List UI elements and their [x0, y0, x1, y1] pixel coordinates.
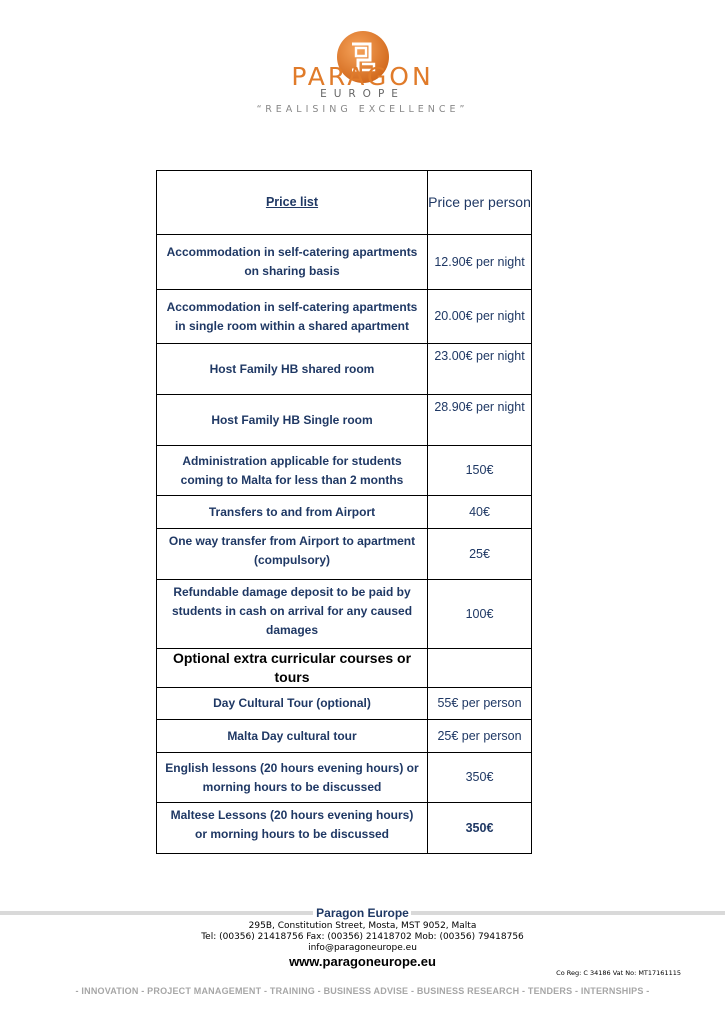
item-cell: Transfers to and from Airport	[157, 496, 428, 529]
header-price-per-person: Price per person	[428, 171, 532, 235]
price-cell: 100€	[428, 580, 532, 649]
item-cell: One way transfer from Airport to apartment (compulsory)	[157, 529, 428, 580]
empty-cell	[428, 649, 532, 688]
item-cell: English lessons (20 hours evening hours) or morning hours to be discussed	[157, 753, 428, 803]
table-row	[157, 803, 532, 854]
item-cell: Malta Day cultural tour	[157, 720, 428, 753]
table-row	[157, 395, 532, 446]
footer-address: 295B, Constitution Street, Mosta, MST 9052, Malta	[248, 921, 477, 931]
footer-registration: Co Reg: C 34186 Vat No: MT17161115	[556, 969, 681, 977]
table-row	[157, 580, 532, 649]
price-cell: 350€	[428, 803, 532, 854]
table-row	[157, 235, 532, 290]
table-row	[157, 720, 532, 753]
item-cell: Administration applicable for students coming to Malta for less than 2 months	[157, 446, 428, 496]
table-row	[157, 290, 532, 344]
price-cell: 55€ per person	[428, 688, 532, 720]
brand-name: PARAGON	[291, 62, 434, 91]
footer-company-name: Paragon Europe	[316, 906, 409, 920]
table-row	[157, 688, 532, 720]
price-cell: 23.00€ per night	[428, 344, 532, 395]
table-row	[157, 446, 532, 496]
item-cell: Day Cultural Tour (optional)	[157, 688, 428, 720]
header-price-list: Price list	[157, 171, 428, 235]
footer-services: - INNOVATION - PROJECT MANAGEMENT - TRAINING - BUSINESS ADVISE - BUSINESS RESEARCH - TENDERS - INTERNSHIPS -	[75, 986, 650, 996]
price-cell: 28.90€ per night	[428, 395, 532, 446]
item-cell: Maltese Lessons (20 hours evening hours) or morning hours to be discussed	[157, 803, 428, 854]
table-header-row	[157, 171, 532, 235]
table-row	[157, 753, 532, 803]
footer-email[interactable]: info@paragoneurope.eu	[308, 943, 417, 953]
footer-phones: Tel: (00356) 21418756 Fax: (00356) 21418702 Mob: (00356) 79418756	[201, 932, 524, 942]
section-row	[157, 649, 532, 688]
price-cell: 25€	[428, 529, 532, 580]
price-cell: 40€	[428, 496, 532, 529]
footer-title-row	[0, 906, 725, 922]
price-cell: 25€ per person	[428, 720, 532, 753]
brand-subtitle: EUROPE	[320, 88, 405, 100]
brand-tagline: “REALISING EXCELLENCE”	[256, 104, 469, 115]
item-cell: Accommodation in self-catering apartments on sharing basis	[157, 235, 428, 290]
item-cell: Host Family HB Single room	[157, 395, 428, 446]
footer-website[interactable]: www.paragoneurope.eu	[289, 954, 436, 969]
item-cell: Host Family HB shared room	[157, 344, 428, 395]
price-cell: 20.00€ per night	[428, 290, 532, 344]
item-cell: Refundable damage deposit to be paid by students in cash on arrival for any caused damages	[157, 580, 428, 649]
table-row	[157, 344, 532, 395]
price-table	[156, 170, 532, 854]
price-cell: 150€	[428, 446, 532, 496]
price-cell: 350€	[428, 753, 532, 803]
section-title: Optional extra curricular courses or tours	[157, 649, 428, 688]
item-cell: Accommodation in self-catering apartments in single room within a shared apartment	[157, 290, 428, 344]
table-row	[157, 529, 532, 580]
table-row	[157, 496, 532, 529]
price-cell: 12.90€ per night	[428, 235, 532, 290]
